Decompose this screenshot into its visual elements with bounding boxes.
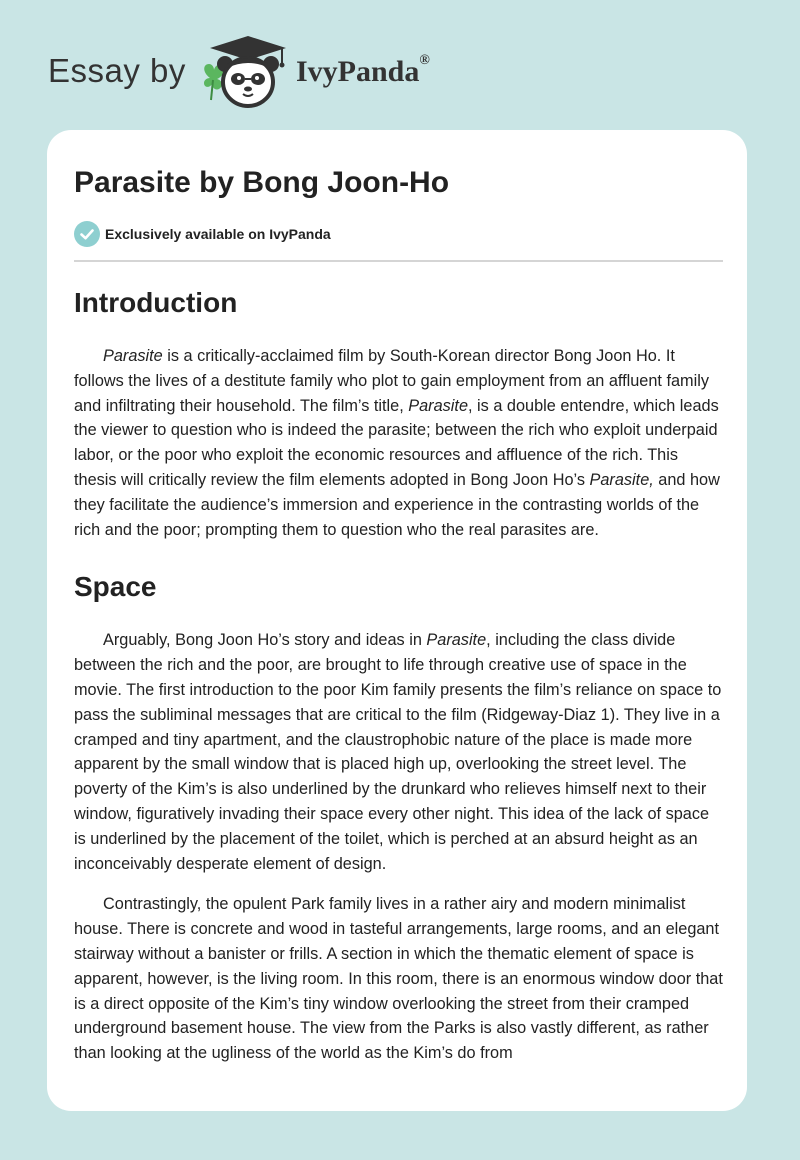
- paragraph-text: and how they facilitate the audience’s immersion and experience in the contrasting worlds of the rich and the poor; prompting them to question who the real parasites are.: [74, 470, 720, 539]
- italic-title-text: Parasite: [103, 347, 163, 365]
- paragraph: [74, 892, 724, 1066]
- section-heading-introduction: Introduction: [74, 287, 238, 318]
- essay-body: [74, 276, 724, 1066]
- italic-title-text: Parasite,: [589, 470, 654, 489]
- essay-card: [47, 130, 747, 1111]
- section-heading-space: Space: [74, 571, 157, 603]
- site-header: [0, 0, 800, 128]
- check-circle-icon: [74, 221, 100, 247]
- badge-label: Exclusively available on IvyPanda: [105, 226, 331, 242]
- italic-title-text: Parasite: [426, 631, 487, 650]
- italic-title-text: Parasite: [408, 396, 468, 415]
- paragraph-text: , is a double entendre, which leads the viewer to question who is indeed the parasite; between the rich who exploit underpaid labor, or the poor who exploit the economic resources and affluence of the rich. This thesis will critically review the film elements adopted in Bong Joon Ho’s: [74, 396, 719, 489]
- paragraph-text: Contrastingly, the opulent Park family lives in a rather airy and modern minimalist house. There is concrete and wood in tasteful arrangements, large rooms, and an elegant stairway without a banister or frills. A section in which the thematic element of space is apparent, however, is the living room. In this room, there is an enormous window door that is a direct opposite of the Kim’s tiny window overlooking the street from their cramped underground basement house. The view from the Parks is also vastly different, as rather than looking at the ugliness of the world as the Kim’s do from: [74, 895, 723, 1063]
- paragraph-text: is a critically-acclaimed film by South-Korean director Bong Joon Ho. It follows the lives of a destitute family who plot to gain employment from an affluent family and infiltrating their household. The film’s title,: [74, 347, 709, 415]
- panda-graduate-logo-icon[interactable]: [200, 34, 296, 110]
- paragraph-text: , including the class divide between the rich and the poor, are brought to life through creative use of space in the movie. The first introduction to the poor Kim family presents the film’s reliance on space to pass the subliminal messages that are critical to the film (Ridgeway-Diaz 1). They live in a cramped and tiny apartment, and the claustrophobic nature of the place is made more apparent by the small window that is placed high up, overlooking the street level. The poverty of the Kim’s is also underlined by the drunkard who relieves himself next to their window, figuratively invading their space every other night. This idea of the lack of space is underlined by the placement of the toilet, which is perched at an absurd height as an inconceivably desperate element of design.: [74, 631, 722, 873]
- page-title: Parasite by Bong Joon-Ho: [74, 166, 450, 199]
- paragraph: [74, 628, 724, 876]
- divider: [74, 260, 723, 262]
- brand-prefix: Essay by: [48, 52, 186, 89]
- paragraph-text: Arguably, Bong Joon Ho’s story and ideas in: [103, 631, 427, 650]
- paragraph: [74, 344, 724, 542]
- brand-name[interactable]: IvyPanda®: [296, 53, 430, 88]
- exclusive-badge: [74, 221, 331, 247]
